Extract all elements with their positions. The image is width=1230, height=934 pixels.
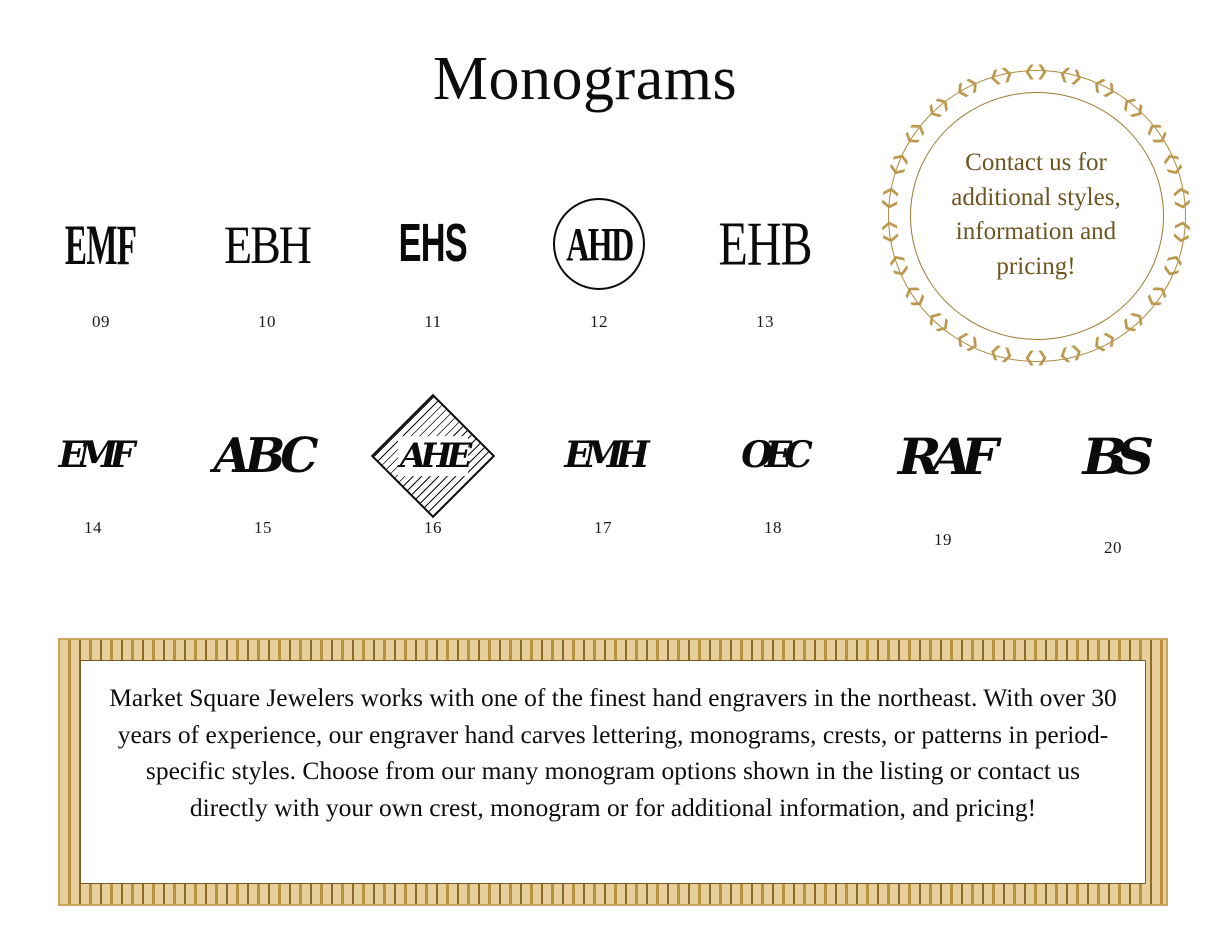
monogram-letters: EHS — [398, 213, 468, 274]
info-box — [58, 638, 1168, 906]
badge-flourish-icon: ❮❯ — [1089, 328, 1121, 357]
monogram-number: 10 — [258, 312, 276, 331]
badge-flourish-icon: ❮❯ — [1118, 307, 1150, 338]
badge-flourish-icon: ❮❯ — [884, 148, 911, 179]
monogram-art-09 — [51, 196, 150, 292]
monogram-letters: EBH — [224, 213, 310, 275]
monogram-letters: AHE — [399, 435, 467, 476]
badge-flourish-icon: ❮❯ — [1172, 184, 1194, 212]
badge-flourish-icon: ❮❯ — [1172, 218, 1194, 246]
page-title-text: Monograms — [432, 45, 738, 113]
monogram-item[interactable] — [18, 196, 184, 332]
badge-flourish-icon: ❮❯ — [1089, 73, 1121, 102]
monogram-art-17 — [564, 408, 641, 504]
monogram-letters: RAF — [897, 426, 989, 486]
badge-flourish-icon: ❮❯ — [1023, 62, 1049, 80]
monogram-art-16 — [389, 408, 477, 504]
monogram-item[interactable] — [516, 196, 682, 332]
monogram-item[interactable] — [348, 408, 518, 538]
monogram-item[interactable] — [350, 196, 516, 332]
contact-badge — [876, 60, 1196, 370]
badge-flourish-icon: ❮❯ — [951, 73, 983, 102]
monogram-number: 18 — [764, 518, 782, 537]
badge-flourish-icon: ❮❯ — [1057, 343, 1086, 367]
badge-flourish-icon: ❮❯ — [878, 218, 900, 246]
monogram-diamond-frame — [371, 394, 495, 518]
monogram-art-20 — [1084, 408, 1142, 504]
monogram-number: 12 — [590, 312, 608, 331]
monogram-art-19 — [897, 408, 989, 504]
badge-flourish-icon: ❮❯ — [986, 343, 1015, 367]
monogram-item[interactable] — [688, 408, 858, 538]
monogram-item[interactable] — [518, 408, 688, 538]
monogram-circle-frame — [553, 198, 645, 290]
monogram-item[interactable] — [178, 408, 348, 538]
monogram-art-14 — [59, 408, 128, 504]
monogram-number: 15 — [254, 518, 272, 537]
monogram-number: 11 — [424, 312, 442, 331]
monogram-art-13 — [719, 196, 812, 292]
monogram-art-15 — [214, 408, 313, 504]
monogram-letters: OEC — [741, 434, 805, 477]
monogram-art-10 — [224, 196, 310, 292]
monogram-number: 20 — [1104, 538, 1122, 557]
info-box-text: Market Square Jewelers works with one of the finest hand engravers in the northeast. With over 30 years of experience, our engraver hand carves lettering, monograms, crests, or patterns in period-specific styles. Choose from our many monogram options shown in the listing or contact us directly with your own crest, monogram or for additional information, and pricing! — [109, 683, 1117, 823]
monogram-number: 09 — [92, 312, 110, 331]
badge-flourish-icon: ❮❯ — [1143, 117, 1173, 149]
monogram-letters: ABC — [213, 428, 313, 484]
badge-flourish-icon: ❮❯ — [899, 117, 929, 149]
monogram-letters: EMF — [58, 434, 128, 477]
badge-flourish-icon: ❮❯ — [884, 251, 911, 282]
monogram-number: 17 — [594, 518, 612, 537]
badge-flourish-icon: ❮❯ — [1161, 251, 1188, 282]
badge-flourish-icon: ❮❯ — [1161, 148, 1188, 179]
badge-flourish-icon: ❮❯ — [986, 63, 1015, 87]
monogram-row-1 — [18, 196, 848, 332]
badge-text: Contact us for additional styles, information and pricing! — [951, 149, 1121, 280]
badge-flourish-icon: ❮❯ — [878, 184, 900, 212]
badge-flourish-icon: ❮❯ — [922, 307, 954, 338]
badge-flourish-icon: ❮❯ — [1023, 350, 1049, 368]
monogram-art-12 — [553, 196, 645, 292]
badge-flourish-icon: ❮❯ — [1057, 63, 1086, 87]
monogram-item[interactable] — [682, 196, 848, 332]
monogram-letters: EMH — [564, 434, 642, 477]
monogram-item[interactable] — [858, 408, 1028, 550]
badge-flourish-icon: ❮❯ — [951, 328, 983, 357]
monogram-row-2 — [8, 408, 1198, 558]
monogram-item[interactable] — [8, 408, 178, 538]
badge-flourish-icon: ❮❯ — [922, 92, 954, 123]
monogram-art-11 — [389, 196, 476, 292]
monogram-letters: EHB — [718, 209, 812, 279]
monogram-number: 14 — [84, 518, 102, 537]
monogram-number: 13 — [756, 312, 774, 331]
monogram-letters: AHD — [565, 217, 633, 271]
monogram-item[interactable] — [1028, 408, 1198, 558]
badge-flourish-icon: ❮❯ — [1143, 281, 1173, 313]
monogram-item[interactable] — [184, 196, 350, 332]
badge-flourish-icon: ❮❯ — [899, 281, 929, 313]
monogram-letters: EMF — [65, 212, 137, 276]
monogram-number: 16 — [424, 518, 442, 537]
monogram-letters: BS — [1082, 426, 1144, 486]
badge-flourish-icon: ❮❯ — [1118, 92, 1150, 123]
monogram-number: 19 — [934, 530, 952, 549]
monogram-art-18 — [741, 408, 804, 504]
